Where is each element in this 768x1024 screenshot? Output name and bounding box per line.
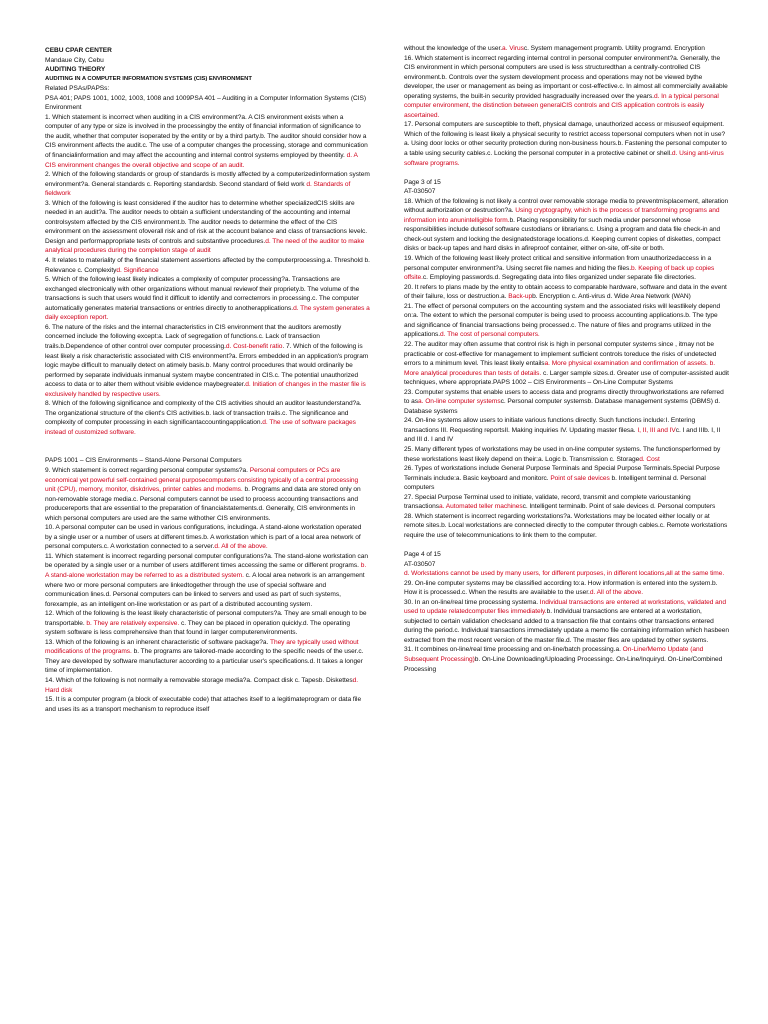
question-17: 17. Personal computers are susceptible to theft, physical damage, unauthorized access or misuseof equipment. Which of the following is least likely a physical security to restrict access topersonal computers when not in use?a. Using door locks or other security protection during non-business hours.b. Fastening the personal computer to a table using security cables.c. Locking the personal computer in a protective cabinet or shell.d. Using anti-virus software programs. (404, 121, 727, 167)
question-12: 12. Which of the following is the least likely characteristic of personal computers?a. They are small enough to be transportable. b. They are relatively expensive. c. They can be placed in operation quickly.d. The operating system software is less comprehensive than that found in larger computerenvironments. (45, 610, 367, 637)
question-2: 2. Which of the following standards or group of standards is mostly affected by a computerizedinformation system environment?a. General standards c. Reporting standardsb. Second standard of field work d. Standards of fieldwork (45, 171, 370, 198)
question-23: 23. Computer systems that enable users to access data and programs directly throughworkstations are referred to asa. On-line computer systemsc. Personal computer systemsb. Database management systems (DBMS) d. Database systems (404, 388, 724, 415)
question-28: 28. Which statement is incorrect regarding workstations?a. Workstations may be located either locally or at remote sites.b. Local workstations are connected directly to the computer through cables.c. Remote workstations require the use of telecommunications to link them to the computer. (404, 512, 728, 539)
doc-code-3: AT-030507 (404, 188, 436, 196)
answer-12: b. They are relatively expensive. (86, 619, 180, 627)
question-30: 30. In an on-line/real time processing systema. Individual transactions are entered at workstations, validated and used to update relatedcomputer files immediately.b. Individual transactions are entered at a workstation, subjected to certain validation checksand added to a transaction file that contains other transactions entered during the period.c. Individual transactions immediately update a memo file containing information which hasbeen extracted from the most recent version of the master file.d. The master files are updated by other systems. (404, 598, 730, 644)
section-paps-1001: PAPS 1001 – CIS Environments – Stand-Alone Personal Computers (45, 457, 242, 465)
answer-24: I, II, III and IV (637, 426, 676, 434)
answer-9: Personal computers or PCs are economical yet powerful self-contained general purposecomputers consisting typically of a central processing unit (CPU), memory, monitor, diskdrives, printer cables and modems. (45, 466, 359, 494)
answer-15: a. Virus (502, 45, 524, 52)
page-number-4: Page 4 of 15 (404, 550, 441, 558)
answer-25: d. Cost (639, 455, 660, 463)
right-column (404, 44, 729, 674)
answer-20: Back-up (508, 293, 533, 301)
question-22: 22. The auditor may often assume that control risk is high in personal computer systems since , itmay not be practicable or cost-effective for management to implement sufficient controls toreduce the risks of undetected errors to a minimum level. This least likely entailsa. More physical examination and confirmation of assets. b. More analytical procedures than tests of details. c. Larger sample sizes.d. Greater use of computer-assisted audit techniques, where appropriate.PAPS 1002 – CIS Environments – On-Line Computer Systems (404, 340, 729, 387)
answer-28: d. Workstations cannot be used by many users, for different purposes, in different locations,all at the same time. (404, 570, 725, 578)
answer-4: d. Significance (116, 266, 159, 274)
answer-11: b. A stand-alone workstation may be referred to as a distributed system. (45, 562, 367, 579)
answer-23: a. On-line computer systems (418, 398, 501, 406)
question-3: 3. Which of the following is least considered if the auditor has to determine whether specializedCIS skills are needed in an audit?a. The auditor needs to obtain a sufficient understanding of the accounting and internal controlsystem affected by the CIS environment.b. The auditor needs to determine the effect of the CIS environment on the assessment ofoverall risk and of risk at the account balance and class of transactions levelc. Design and performappropriate tests of controls and substantive procedures.d. The need of the auditor to make analytical procedures during the completion stage of audit (45, 199, 368, 255)
header-topic: AUDITING IN A COMPUTER INFORMATION SYSTEMS (CIS) ENVIRONMENT (45, 75, 252, 82)
header-standards: PSA 401; PAPS 1001, 1002, 1003, 1008 and 1009PSA 401 – Auditing in a Computer Information Systems (CIS) Environment (45, 94, 366, 112)
question-18: 18. Which of the following is not likely a control over removable storage media to preventmisplacement, alteration without authorization or destruction?a. Using cryptography, which is the process of transforming programs and information into anunintelligible form.b. Placing responsibility for such media under personnel whose responsibilities include dutiesof software custodians or librarians.c. Using a program and data file check-in and check-out system and locking the designatedstorage locations.d. Keeping current copies of diskettes, compact disks or back-up tapes and hard disks in afireproof container, either on-site, off-site or both. (404, 197, 729, 253)
question-10: 10. A personal computer can be used in various configurations, includinga. A stand-alone workstation operated by a single user or a number of users at different times.b. A workstation which is part of a local area network of personal computers.c. A workstation connected to a server.d. All of the above. (45, 524, 362, 551)
question-6: 6. The nature of the risks and the internal characteristics in CIS environment that the auditors aremostly concerned include the following except:a. Lack of segregation of functions.c. Lack of transaction trails.b.Dependence of other control over computer processing.d. Cost-benefit ratio. 7. Which of the following is least likely a risk characteristic associated with CIS environment?a. Errors embedded in an application's program logic maybe difficult to manually detect on atimely basis.b. Many control procedures that would ordinarily be performed by separate individuals inmanual system maybe concentrated in CIS.c. The potential unauthorized access to data or to alter them without visible evidence maybegreater.d. Initiation of changes in the master file is exclusively handled by respective users. (45, 323, 369, 398)
question-13: 13. Which of the following is an inherent characteristic of software package?a. They are typically used without modifications of the programs. b. The programs are tailored-made according to the specific needs of the user.c. They are developed by software manufacturer according to a particular user's specifications.d. It takes a longer time of implementation. (45, 638, 364, 675)
answer-6: d. Cost-benefit ratio (225, 342, 283, 350)
answer-5: d. The system generates a daily exception report. (45, 304, 370, 322)
doc-code-4: AT-030507 (404, 560, 436, 568)
question-14: 14. Which of the following is not normally a removable storage media?a. Compact disk c. Tapesb. Diskettesd. Hard disk (45, 677, 359, 694)
question-29: 29. On-line computer systems may be classified according to:a. How information is entered into the system.b. How it is processed.c. When the results are available to the user.d. All of the above. (404, 579, 718, 597)
answer-18: Using cryptography, which is the process of transforming programs and information into anunintelligible form. (404, 207, 720, 224)
question-27: 27. Special Purpose Terminal used to initiate, validate, record, transmit and complete varioustanking transactionsa. Automated teller machinesc. Intelligent terminalb. Point of sale devices d. Personal computers (404, 493, 716, 511)
question-1: 1. Which statement is incorrect when auditing in a CIS environment?a. A CIS environment exists when a computer of any type or size is involved in the processingby the entity of financial information of significance to the audit, whether that computer isoperated by the entity or by a third party.b. The auditor should consider how a CIS environment affects the audit.c. The use of a computer changes the processing, storage and communication of financialinformation and may affect the accounting and internal control systems employed by theentity. d. A CIS environment changes the overall objective and scope of an audit. (45, 113, 368, 169)
answer-30: Individual transactions are entered at workstations, validated and used to update relatedcomputer files immediately. (404, 598, 726, 616)
question-26: 26. Types of workstations include General Purpose Terminals and Special Purpose Terminals.Special Purpose Terminals include:a. Basic keyboard and monitorc. Point of sale devices b. Intelligent terminal d. Personal computers (404, 465, 720, 492)
left-column (45, 46, 370, 714)
question-8: 8. Which of the following significance and complexity of the CIS activities should an auditor leastunderstand?a. The organizational structure of the client's CIS activities.b. lack of transaction trails.c. The significance and complexity of computer processing in each significantaccountingapplication.d. The use of software packages instead of customized software. (45, 400, 362, 436)
answer-14: d. Hard disk (45, 677, 359, 694)
answer-3: d. The need of the auditor to make analytical procedures during the completion stage of audit (45, 237, 365, 255)
answer-29: d. All of the above. (589, 589, 644, 597)
question-16: 16. Which statement is incorrect regarding internal control in personal computer environment?a. Generally, the CIS environment in which personal computers are used is less structuredthan a centrally-controlled CIS environment.b. Controls over the system development process and operations may not be viewed bythe developer, the user or management as being as important or cost-effective.c. In almost all commercially available operating systems, the built-in security provided hasgradually increased over the years.d. In a typical personal computer environment, the distinction between generalCIS controls and CIS application controls is easily ascertained. (404, 54, 728, 119)
question-25: 25. Many different types of workstations may be used in on-line computer systems. The functionsperformed by these workstations least likely depend on their:a. Logic b. Transmission c. Storaged. Cost (404, 445, 721, 463)
answer-10: d. All of the above. (214, 543, 268, 551)
page-number-3: Page 3 of 15 (404, 178, 441, 186)
question-11: 11. Which statement is incorrect regarding personal computer configurations?a. The stand-alone workstation can be operated by a single user or a number of users atdifferent times accessing the same or different programs. b. A stand-alone workstation may be referred to as a distributed system. c. A local area network is an arrangement where two or more personal computers are linkedtogether through the use of special software and communication lines.d. Personal computers can be linked to servers and used as part of such systems, forexample, as an intelligent on-line workstation or as part of a distributed accounting system. (45, 552, 369, 608)
answer-22: a. More physical examination and confirmation of assets. (544, 360, 708, 368)
answer-16: d. In a typical personal computer environment, the distinction between generalCIS controls and CIS application controls is easily ascertained. (404, 92, 719, 119)
header-center: CEBU CPAR CENTER (45, 47, 112, 54)
answer-31: On-Line/Memo Update (and Subsequent Processing) (404, 646, 704, 663)
question-21: 21. The effect of personal computers on the accounting system and the associated risks will leastlikely depend on:a. The extent to which the personal computer is being used to process accounting applications.b. The type and significance of financial transactions being processed.c. The nature of files and programs utilized in the applications.d. The cost of personal computers. (404, 302, 721, 339)
answer-1: d. A CIS environment changes the overall objective and scope of an audit. (45, 152, 358, 169)
answer-17: d. Using anti-virus software programs. (404, 150, 724, 167)
question-31: 31. It combines on-line/real time processing and on-line/batch processing.a. On-Line/Memo Update (and Subsequent Processing)b. On-Line Downloading/Uploading Processingc. On-Line/Inquiryd. On-Line/Combined Processing (404, 646, 723, 673)
answer-13: They are typically used without modifications of the programs. (45, 638, 359, 656)
answer-2: d. Standards of fieldwork (45, 180, 351, 198)
header-subject: AUDITING THEORY (45, 66, 106, 74)
question-19: 19. Which of the following least likely protect critical and sensitive information from unauthorizedaccess in a personal computer environment?a. Using secret file names and hiding the files.b. Keeping of back up copies offsite.c. Employing passwords.d. Segregating data into files organized under separate file directories. (404, 255, 715, 282)
answer-8: d. The use of software packages instead of customized software. (45, 419, 356, 436)
answer-26: Point of sale devices (550, 474, 610, 482)
question-9: 9. Which statement is correct regarding personal computer systems?a. Personal computers or PCs are economical yet powerful self-contained general purposecomputers consisting typically of a central processing unit (CPU), memory, monitor, diskdrives, printer cables and modems. b. Programs and data are stored only on non-removable storage media.c. Personal computers cannot be used to process accounting transactions and producereports that are essential to the preparation of financialstatements.d. Generally, CIS environments in which personal computers are used are the same withother CIS environments. (45, 466, 361, 522)
answer-7: d. Initiation of changes in the master file is exclusively handled by respective users. (45, 381, 366, 398)
answer-19: b. Keeping of back up copies offsite. (404, 264, 715, 282)
header-city: Mandaue City, Cebu (45, 56, 104, 64)
answer-21: d. The cost of personal computers. (440, 331, 540, 339)
question-20: 20. It refers to plans made by the entity to obtain access to comparable hardware, software and data in the event of their failure, loss or destruction.a. Back-upb. Encryption c. Anti-virus d. Wide Area Network (WAN) (404, 283, 727, 301)
question-15: 15. It is a computer program (a block of executable code) that attaches itself to a legitimateprogram or data file and uses its as a transport mechanism to reproduce itself (45, 696, 362, 713)
header-related: Related PSAs/PAPSs: (45, 85, 110, 93)
question-24: 24. On-line systems allow users to initiate various functions directly. Such functions include:I. Entering transactions III. Requesting reportsII. Making inquiries IV. Updating master filesa. I, II, III and IVc. I and IIIb. I, II and III d. I and IV (404, 417, 721, 444)
question-15-cont: without the knowledge of the user.a. Virusc. System management programb. Utility programd. Encryption (404, 45, 705, 52)
question-4: 4. It relates to materiality of the financial statement assertions affected by the computerprocessing.a. Threshold b. Relevance c. Complexityd. Significance (45, 257, 370, 274)
question-5: 5. Which of the following least likely indicates a complexity of computer processing?a. Transactions are exchanged electronically with other organizations without manual reviewof their propriety.b. The volume of the transactions is such that users would find it difficult to identify and correcterrors in processing.c. The computer automatically generates material transactions or entries directly to anotherapplications.d. The system generates a daily exception report. (45, 276, 370, 322)
answer-27: a. Automated teller machines (438, 503, 523, 511)
